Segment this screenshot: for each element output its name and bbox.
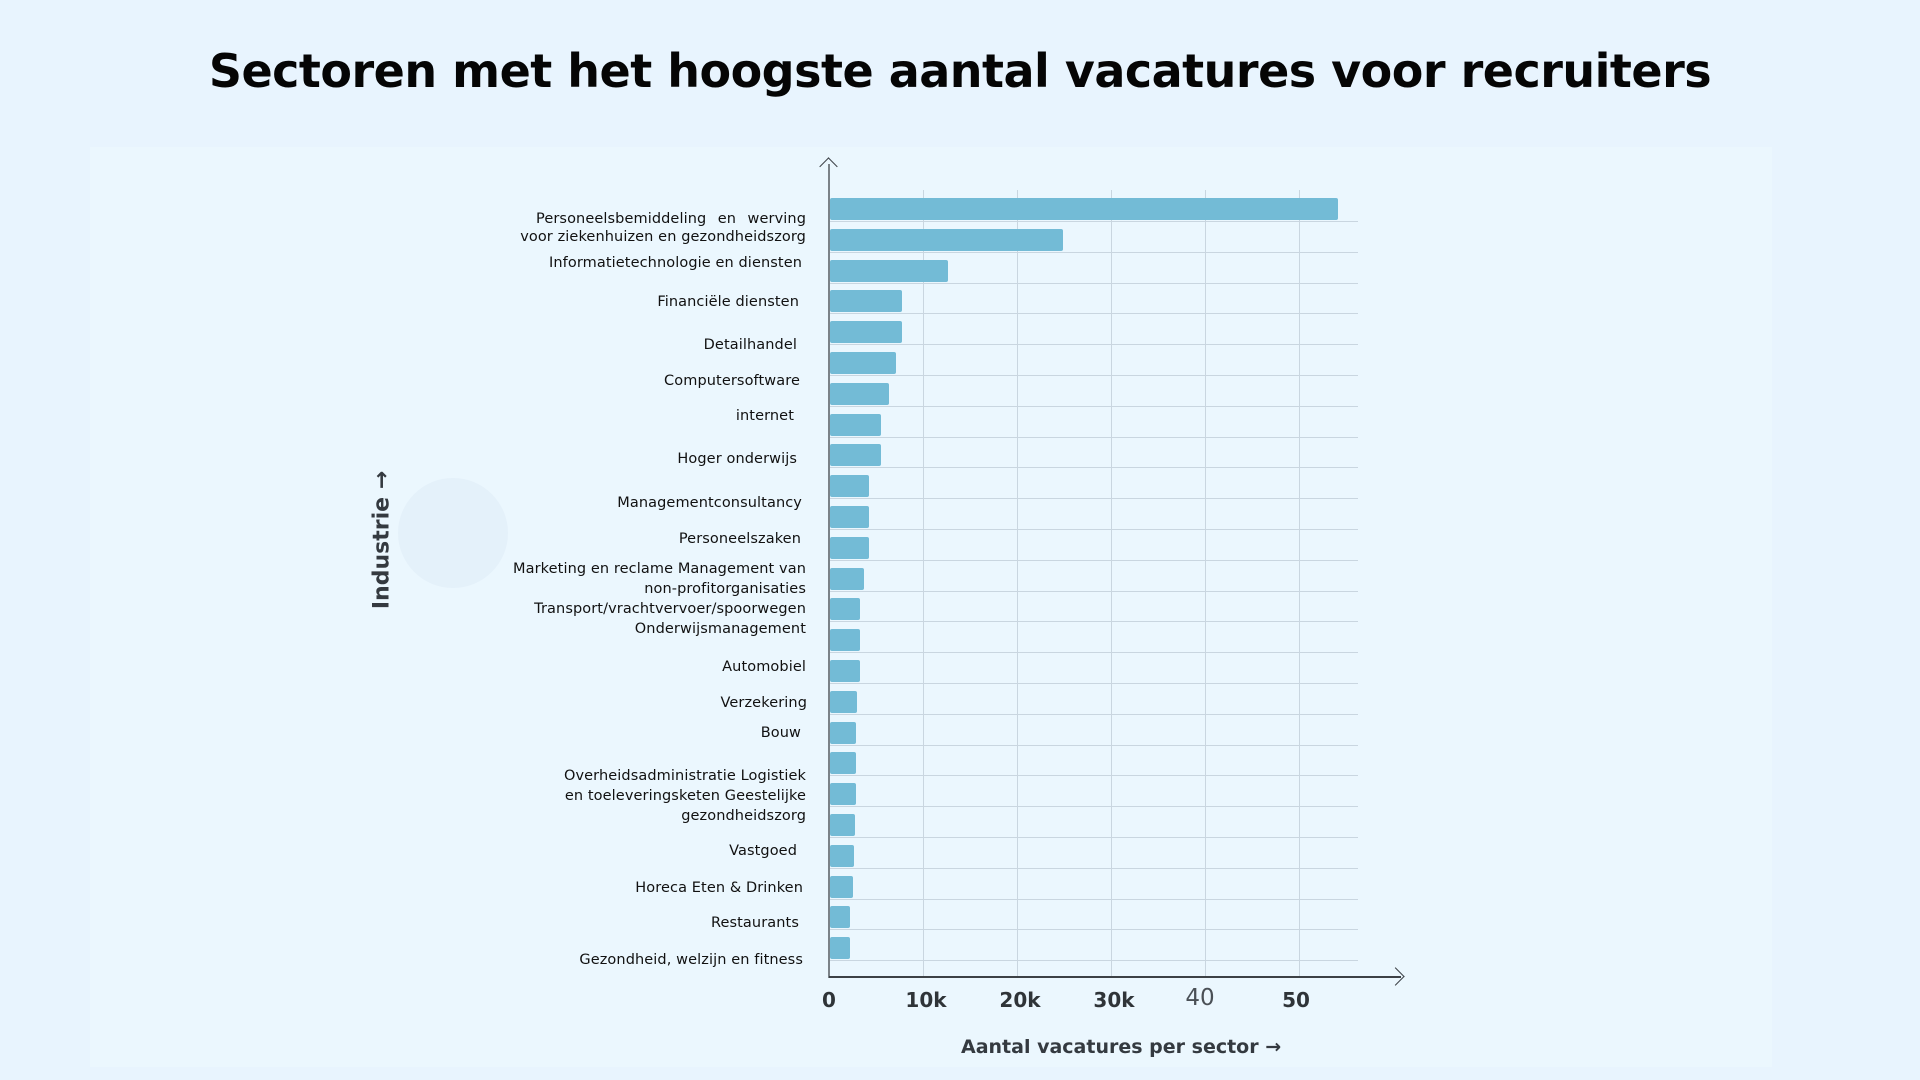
bar bbox=[830, 845, 854, 867]
x-axis-line bbox=[829, 976, 1401, 978]
category-label: Personeelszaken bbox=[678, 531, 801, 547]
gridline-horizontal bbox=[830, 467, 1358, 468]
gridline-horizontal bbox=[830, 899, 1358, 900]
category-label: voor ziekenhuizen en gezondheidszorg bbox=[520, 229, 806, 245]
gridline-vertical bbox=[1205, 190, 1206, 976]
gridline-horizontal bbox=[830, 498, 1358, 499]
category-label: Personeelsbemiddeling en werving bbox=[536, 211, 806, 227]
category-label: Verzekering bbox=[720, 695, 807, 711]
gridline-vertical bbox=[1017, 190, 1018, 976]
gridline-vertical bbox=[923, 190, 924, 976]
bar bbox=[830, 537, 869, 559]
bar bbox=[830, 629, 860, 651]
bar bbox=[830, 568, 864, 590]
bar bbox=[830, 198, 1338, 220]
gridline-horizontal bbox=[830, 837, 1358, 838]
gridline-horizontal bbox=[830, 375, 1358, 376]
gridline-horizontal bbox=[830, 344, 1358, 345]
category-label: Onderwijsmanagement bbox=[634, 621, 806, 637]
bar bbox=[830, 475, 869, 497]
gridline-horizontal bbox=[830, 714, 1358, 715]
category-label: Overheidsadministratie Logistiek bbox=[563, 768, 806, 784]
gridline-horizontal bbox=[830, 960, 1358, 961]
bar bbox=[830, 506, 869, 528]
bar bbox=[830, 260, 948, 282]
gridline-horizontal bbox=[830, 621, 1358, 622]
bar bbox=[830, 752, 856, 774]
gridline-horizontal bbox=[830, 745, 1358, 746]
category-label: Managementconsultancy bbox=[617, 495, 802, 511]
x-tick-label: 50 bbox=[1282, 988, 1310, 1012]
bar bbox=[830, 383, 889, 405]
gridline-horizontal bbox=[830, 929, 1358, 930]
chart-title: Sectoren met het hoogste aantal vacatures voor recruiters bbox=[208, 44, 1712, 98]
category-label: Automobiel bbox=[722, 659, 806, 675]
bar bbox=[830, 414, 881, 436]
gridline-vertical bbox=[1299, 190, 1300, 976]
category-label: Marketing en reclame Management van bbox=[513, 561, 806, 577]
gridline-horizontal bbox=[830, 313, 1358, 314]
bar bbox=[830, 691, 857, 713]
category-label: Horeca Eten & Drinken bbox=[635, 880, 803, 896]
gridline-vertical bbox=[1111, 190, 1112, 976]
gridline-horizontal bbox=[830, 252, 1358, 253]
gridline-horizontal bbox=[830, 775, 1358, 776]
y-axis-title: Industrie → bbox=[369, 470, 395, 610]
category-label: internet bbox=[735, 408, 794, 424]
x-tick-label: 40 bbox=[1185, 985, 1215, 1011]
category-label: Detailhandel bbox=[703, 337, 797, 353]
category-label: Informatietechnologie en diensten bbox=[549, 255, 802, 271]
bar bbox=[830, 321, 902, 343]
category-label: non-profitorganisaties bbox=[644, 581, 806, 597]
gridline-horizontal bbox=[830, 529, 1358, 530]
x-tick-label: 20k bbox=[999, 988, 1041, 1012]
gridline-horizontal bbox=[830, 406, 1358, 407]
category-label: Bouw bbox=[760, 725, 801, 741]
x-tick-label: 0 bbox=[822, 988, 836, 1012]
gridline-horizontal bbox=[830, 221, 1358, 222]
gridline-horizontal bbox=[830, 437, 1358, 438]
category-label: Financiële diensten bbox=[657, 294, 799, 310]
category-label: gezondheidszorg bbox=[681, 808, 806, 824]
category-label: Hoger onderwijs bbox=[677, 451, 797, 467]
bar bbox=[830, 290, 902, 312]
bar bbox=[830, 352, 896, 374]
x-axis-title: Aantal vacatures per sector → bbox=[961, 1036, 1282, 1058]
bar bbox=[830, 876, 853, 898]
x-tick-label: 10k bbox=[905, 988, 947, 1012]
category-label: en toeleveringsketen Geestelijke bbox=[564, 788, 806, 804]
gridline-horizontal bbox=[830, 560, 1358, 561]
bar bbox=[830, 444, 881, 466]
bar bbox=[830, 783, 856, 805]
bar bbox=[830, 937, 850, 959]
gridline-horizontal bbox=[830, 652, 1358, 653]
y-axis-line bbox=[828, 164, 830, 978]
gridline-horizontal bbox=[830, 683, 1358, 684]
gridline-horizontal bbox=[830, 591, 1358, 592]
bar bbox=[830, 722, 856, 744]
category-label: Vastgoed bbox=[729, 843, 797, 859]
bar bbox=[830, 906, 850, 928]
x-tick-label: 30k bbox=[1093, 988, 1135, 1012]
gridline-horizontal bbox=[830, 283, 1358, 284]
bar bbox=[830, 814, 855, 836]
category-label: Computersoftware bbox=[664, 373, 800, 389]
bar bbox=[830, 229, 1063, 251]
category-label: Restaurants bbox=[710, 915, 799, 931]
bar bbox=[830, 598, 860, 620]
decorative-circle bbox=[398, 478, 508, 588]
bar bbox=[830, 660, 860, 682]
category-label: Gezondheid, welzijn en fitness bbox=[579, 952, 803, 968]
gridline-horizontal bbox=[830, 868, 1358, 869]
gridline-horizontal bbox=[830, 806, 1358, 807]
category-label: Transport/vrachtvervoer/spoorwegen bbox=[534, 601, 806, 617]
